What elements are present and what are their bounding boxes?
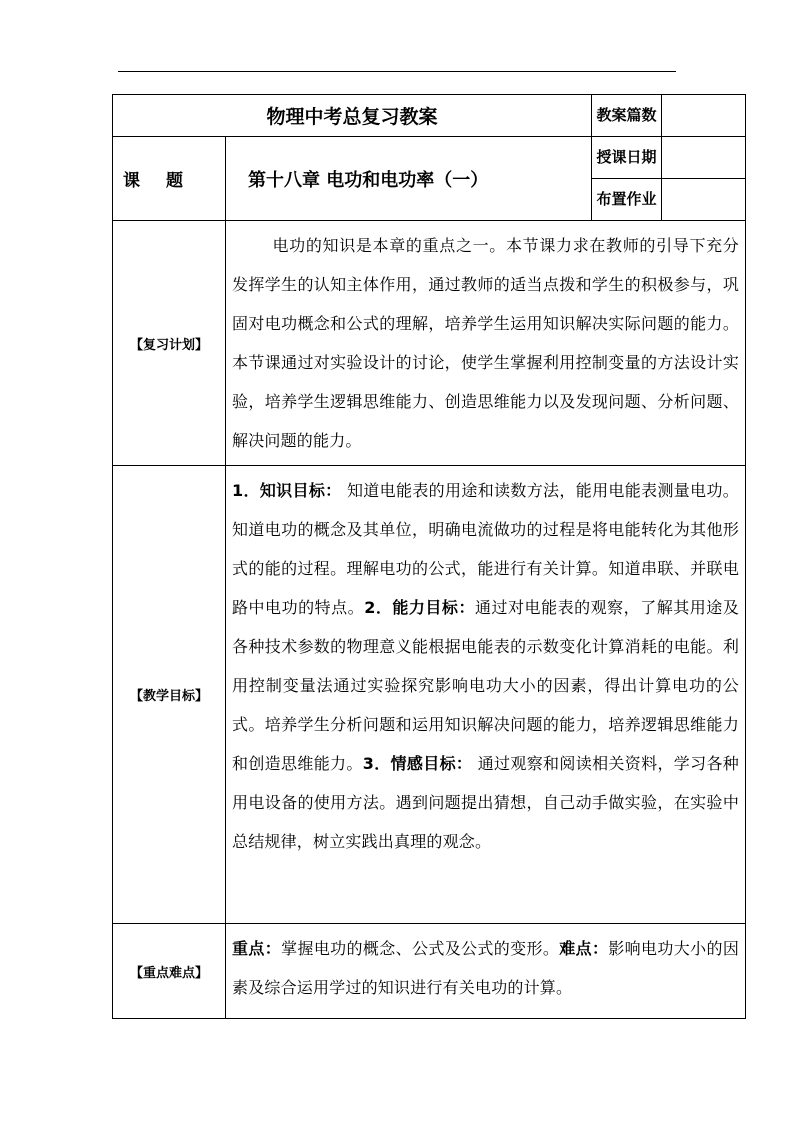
topic-label-char-1: 课 [123, 171, 140, 191]
emotion-goal-heading: 3．情感目标： [362, 754, 473, 773]
teach-date-value [662, 137, 746, 179]
header-rule [118, 71, 676, 72]
teaching-goals-row [113, 466, 746, 924]
topic-title: 第十八章 电功和电功率（一） [226, 137, 592, 221]
difficulty-text: 影响电功大小的因素及综合运用学过的知识进行有关电功的计算。 [232, 939, 740, 997]
review-plan-text: 电功的知识是本章的重点之一。本节课力求在教师的引导下充分发挥学生的认知主体作用，通过教师的适当点拨和学生的积极参与，巩固对电功概念和公式的理解，培养学生运用知识解决实际问题的能力。本节课通过对实验设计的讨论，使学生掌握利用控制变量的方法设计实验，培养学生逻辑思维能力、创造思维能力以及发现问题、分析问题、解决问题的能力。 [232, 236, 740, 450]
key-point-text: 掌握电功的概念、公式及公式的变形。 [281, 939, 560, 958]
teaching-goals-text-cell [226, 466, 746, 924]
homework-value [662, 179, 746, 221]
ability-goal-heading: 2．能力目标： [364, 598, 475, 617]
key-point-heading: 重点： [232, 939, 282, 958]
lesson-count-label: 教案篇数 [592, 95, 662, 137]
teaching-goals-label: 【教学目标】 [113, 466, 226, 924]
review-plan-text-cell [226, 221, 746, 466]
title-row [113, 95, 746, 137]
lesson-plan-table [112, 94, 746, 1019]
topic-label-char-2: 题 [166, 171, 183, 191]
difficulty-heading: 难点： [559, 939, 609, 958]
emotion-goal-text: 通过观察和阅读相关资料，学习各种用电设备的使用方法。遇到问题提出猜想，自己动手做实验，在实验中总结规律，树立实践出真理的观念。 [232, 754, 740, 851]
review-plan-row [113, 221, 746, 466]
key-points-label: 【重点难点】 [113, 924, 226, 1019]
review-plan-label: 【复习计划】 [113, 221, 226, 466]
topic-row-1 [113, 137, 746, 179]
teach-date-label: 授课日期 [592, 137, 662, 179]
key-points-row [113, 924, 746, 1019]
document-title: 物理中考总复习教案 [113, 95, 592, 137]
homework-label: 布置作业 [592, 179, 662, 221]
knowledge-goal-heading: 1．知识目标： [232, 481, 342, 500]
key-points-text-cell [226, 924, 746, 1019]
topic-label [113, 137, 226, 221]
knowledge-goal-text: 知道电能表的用途和读数方法，能用电能表测量电功。知道电功的概念及其单位，明确电流做功的过程是将电能转化为其他形式的能的过程。理解电功的公式，能进行有关计算。知道串联、并联电路中电功的特点。 [232, 481, 740, 617]
lesson-count-value [662, 95, 746, 137]
ability-goal-text: 通过对电能表的观察，了解其用途及各种技术参数的物理意义能根据电能表的示数变化计算消耗的电能。利用控制变量法通过实验探究影响电功大小的因素，得出计算电功的公式。培养学生分析问题和运用知识解决问题的能力，培养逻辑思维能力和创造思维能力。 [232, 598, 740, 773]
